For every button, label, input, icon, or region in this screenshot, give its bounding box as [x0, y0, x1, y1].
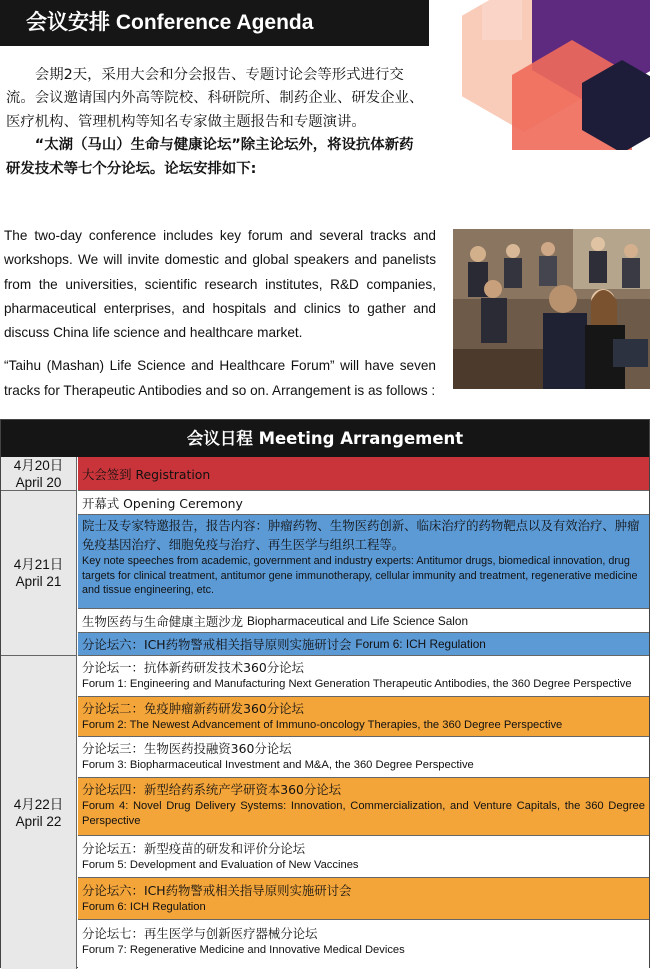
forum-en: Forum 7: Regenerative Medicine and Innovative Medical Devices [82, 944, 405, 956]
forum6-en: Forum 6: ICH Regulation [355, 637, 486, 651]
forum-cn: 分论坛三：生物医药投融资360分论坛 [82, 741, 292, 756]
keynote-row [78, 515, 649, 609]
forum-cn: 分论坛四：新型给药系统产学研资本360分论坛 [82, 782, 342, 797]
date-cell-april-21 [1, 491, 77, 656]
date-cn: 4月22日 [13, 796, 64, 812]
date-cn: 4月20日 [13, 457, 64, 473]
date-en: April 22 [15, 813, 62, 829]
date-en: April 20 [15, 474, 62, 490]
date-cn: 4月21日 [13, 557, 64, 572]
en-intro-paragraph-2: “Taihu (Mashan) Life Science and Healthcare Forum” will have seven tracks for Therapeutic Antibodies and so on. Arrangement is as follows : [4, 358, 436, 398]
forum-cn: 分论坛五：新型疫苗的研发和评价分论坛 [82, 841, 306, 856]
agenda-header: 会议日程 Meeting Arrangement [1, 420, 649, 457]
forum-row [78, 920, 649, 969]
cn-intro-paragraph-1: 会期2天，采用大会和分会报告、专题讨论会等形式进行交流。会议邀请国内外高等院校、科研院所、制药企业、研发企业、医疗机构、管理机构等知名专家做主题报告和专题演讲。 [6, 67, 424, 130]
forum-en: Forum 6: ICH Regulation [82, 901, 206, 913]
forum-en: Forum 4: Novel Drug Delivery Systems: Innovation, Commercialization, and Venture Capitals, the 360 Degree Perspective [82, 800, 645, 827]
forum-cn: 分论坛一：抗体新药研发技术360分论坛 [82, 660, 304, 675]
forum-cn: 分论坛六：ICH药物警戒相关指导原则实施研讨会 [82, 883, 352, 898]
en-intro-paragraph-1: The two-day conference includes key forum and several tracks and workshops. We will invite domestic and global speakers and panelists from the universities, scientific research institutes, R&D companies, pharmaceutical enterprises, and hospitals and clinics to gather and discuss China life science and healthcare market. [4, 228, 436, 341]
keynote-cn: 院士及专家特邀报告，报告内容：肿瘤药物、生物医药创新、临床治疗的药物靶点以及有效治疗、肿瘤免疫基因治疗、细胞免疫与治疗、再生医学与组织工程等。 [82, 518, 640, 552]
forum-cn: 分论坛七：再生医学与创新医疗器械分论坛 [82, 926, 318, 941]
salon-en: Biopharmaceutical and Life Science Salon [247, 613, 469, 628]
chinese-introduction [6, 64, 426, 181]
english-introduction [4, 224, 436, 403]
forum-en: Forum 3: Biopharmaceutical Investment and M&A, the 360 Degree Perspective [82, 759, 474, 771]
forum-row [78, 656, 649, 697]
forum-row [78, 878, 649, 920]
hexagon-decoration [462, 0, 650, 150]
date-cell-april-22 [1, 656, 77, 969]
conference-photo [453, 229, 650, 389]
keynote-en: Key note speeches from academic, government and industry experts: Antitumor drugs, biomedical innovation, drug targets for clinical treatment, antitumor gene immunotherapy, cellular immunity and treatment, regenerative medicine and tissue engineering, etc. [82, 555, 638, 597]
forum6-cn: 分论坛六：ICH药物警戒相关指导原则实施研讨会 [82, 637, 352, 652]
forum-6-row-day2 [78, 633, 649, 656]
forum-cn: 分论坛二：免疫肿瘤新药研发360分论坛 [82, 701, 304, 716]
forum-en: Forum 5: Development and Evaluation of New Vaccines [82, 859, 359, 871]
forum-en: Forum 2: The Newest Advancement of Immuno-oncology Therapies, the 360 Degree Perspective [82, 719, 563, 731]
forum-row [78, 836, 649, 878]
cn-intro-paragraph-2: “太湖（马山）生命与健康论坛”除主论坛外，将设抗体新药研发技术等七个分论坛。论坛安排如下: [6, 137, 414, 177]
forum-row [78, 697, 649, 737]
forum-row [78, 737, 649, 778]
page-title: 会议安排 Conference Agenda [0, 0, 429, 46]
salon-row [78, 609, 649, 633]
forum-row [78, 778, 649, 836]
registration-row: 大会签到 Registration [78, 457, 649, 491]
opening-ceremony-row: 开幕式 Opening Ceremony [78, 491, 649, 515]
date-cell-april-20 [1, 457, 77, 491]
date-en: April 21 [15, 574, 62, 589]
meeting-arrangement-table [0, 419, 650, 968]
forum-en: Forum 1: Engineering and Manufacturing Next Generation Therapeutic Antibodies, the 360 Degree Perspective [82, 678, 632, 690]
salon-cn: 生物医药与生命健康主题沙龙 [82, 613, 244, 629]
